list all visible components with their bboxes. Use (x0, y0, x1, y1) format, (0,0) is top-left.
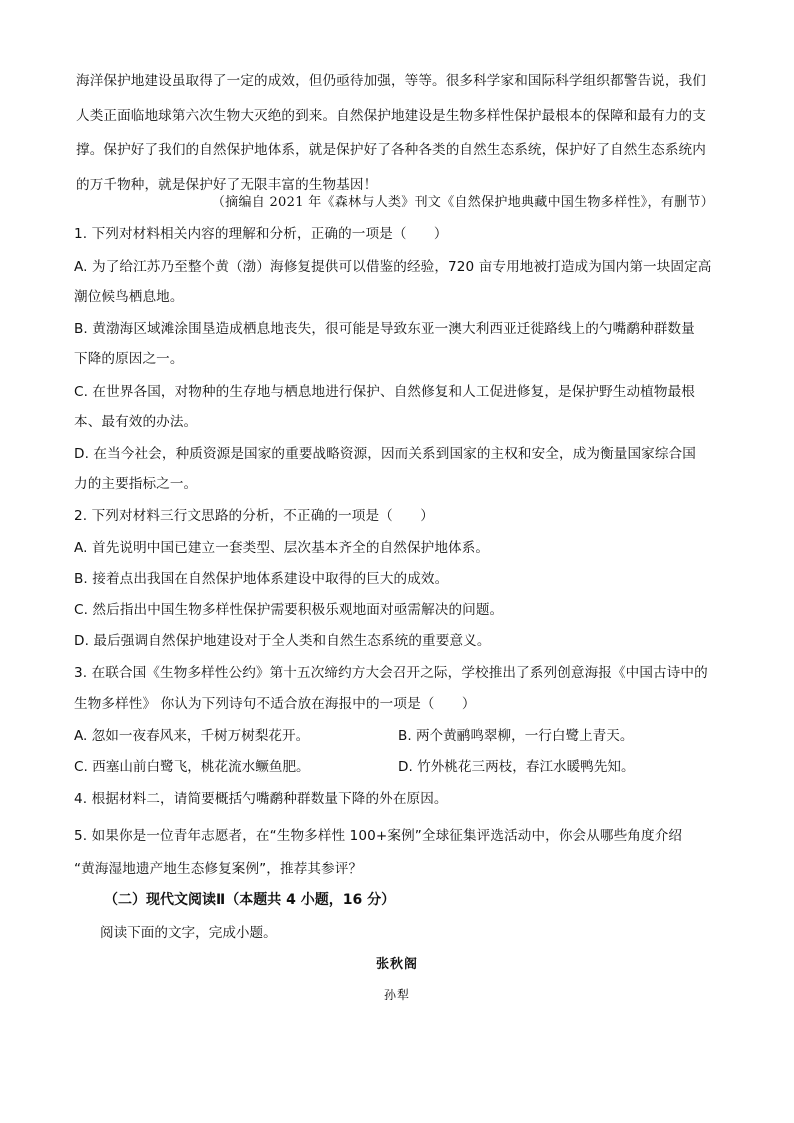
passage-line: 海洋保护地建设虽取得了一定的成效，但仍亟待加强，等等。很多科学家和国际科学组织都警告说，我们 (76, 73, 706, 89)
q1-option-c: C. 在世界各国，对物种的生存地与栖息地进行保护、自然修复和人工促进修复，是保护野生动植物最根 (74, 384, 695, 400)
q1-option-a: A. 为了给江苏乃至整个黄（渤）海修复提供可以借鉴的经验，720 亩专用地被打造成为国内第一块固定高 (74, 259, 712, 275)
q2-stem: 2. 下列对材料三行文思路的分析，不正确的一项是（ ） (74, 508, 434, 524)
passage-source: （摘编自 2021 年《森林与人类》刊文《自然保护地典藏中国生物多样性》，有删节） (211, 195, 714, 210)
q1-option-d: D. 在当今社会，种质资源是国家的重要战略资源，因而关系到国家的主权和安全，成为衡量国家综合国 (74, 446, 696, 462)
passage-line: 人类正面临地球第六次生物大灭绝的到来。自然保护地建设是生物多样性保护最根本的保障和最有力的支 (76, 107, 706, 124)
q5-stem: 5. 如果你是一位青年志愿者，在“生物多样性 100+案例”全球征集评选活动中，你会从哪些角度介绍 (74, 828, 683, 844)
q1-option-b-cont: 下降的原因之一。 (74, 351, 184, 367)
q2-option-a: A. 首先说明中国已建立一套类型、层次基本齐全的自然保护地体系。 (74, 540, 490, 556)
q2-option-d: D. 最后强调自然保护地建设对于全人类和自然生态系统的重要意义。 (74, 633, 491, 649)
passage-line: 的万千物种，就是保护好了无限丰富的生物基因！ (76, 176, 378, 193)
q3-option-b: B. 两个黄鹂鸣翠柳，一行白鹭上青天。 (398, 728, 634, 744)
q5-stem-cont: “黄海湿地遗产地生态修复案例”，推荐其参评？ (74, 861, 363, 877)
q2-option-c: C. 然后指出中国生物多样性保护需要积极乐观地面对亟需解决的问题。 (74, 602, 504, 618)
q3-option-c: C. 西塞山前白鹭飞，桃花流水鳜鱼肥。 (74, 759, 310, 775)
q3-option-d: D. 竹外桃花三两枝，春江水暖鸭先知。 (398, 759, 635, 775)
q1-option-b: B. 黄渤海区域滩涂围垦造成栖息地丧失，很可能是导致东亚一澳大利西亚迁徙路线上的勺嘴鹬种群数量 (74, 321, 695, 337)
q2-option-b: B. 接着点出我国在自然保护地体系建设中取得的巨大的成效。 (74, 571, 449, 587)
section-instruction: 阅读下面的文字，完成小题。 (100, 925, 277, 941)
section-heading: （二）现代文阅读Ⅱ（本题共 4 小题，16 分） (104, 892, 396, 908)
q1-option-a-cont: 潮位候鸟栖息地。 (74, 289, 184, 305)
q1-option-d-cont: 力的主要指标之一。 (74, 476, 198, 492)
q3-stem-cont: 生物多样性》 你认为下列诗句不适合放在海报中的一项是（ ） (74, 696, 476, 712)
q1-option-c-cont: 本、最有效的办法。 (74, 414, 198, 430)
story-author: 孙犁 (383, 988, 410, 1002)
q1-stem: 1. 下列对材料相关内容的理解和分析，正确的一项是（ ） (74, 226, 448, 242)
q3-stem: 3. 在联合国《生物多样性公约》第十五次缔约方大会召开之际，学校推出了系列创意海报《中国古诗中的 (74, 665, 708, 681)
story-title: 张秋阁 (375, 957, 418, 972)
passage-line: 撑。保护好了我们的自然保护地体系，就是保护好了各种各类的自然生态系统，保护好了自然生态系统内 (76, 142, 706, 158)
q3-option-a: A. 忽如一夜春风来，千树万树梨花开。 (74, 728, 310, 744)
q4-stem: 4. 根据材料二，请简要概括勺嘴鹬种群数量下降的外在原因。 (74, 791, 448, 807)
passage-continuation (76, 64, 726, 202)
